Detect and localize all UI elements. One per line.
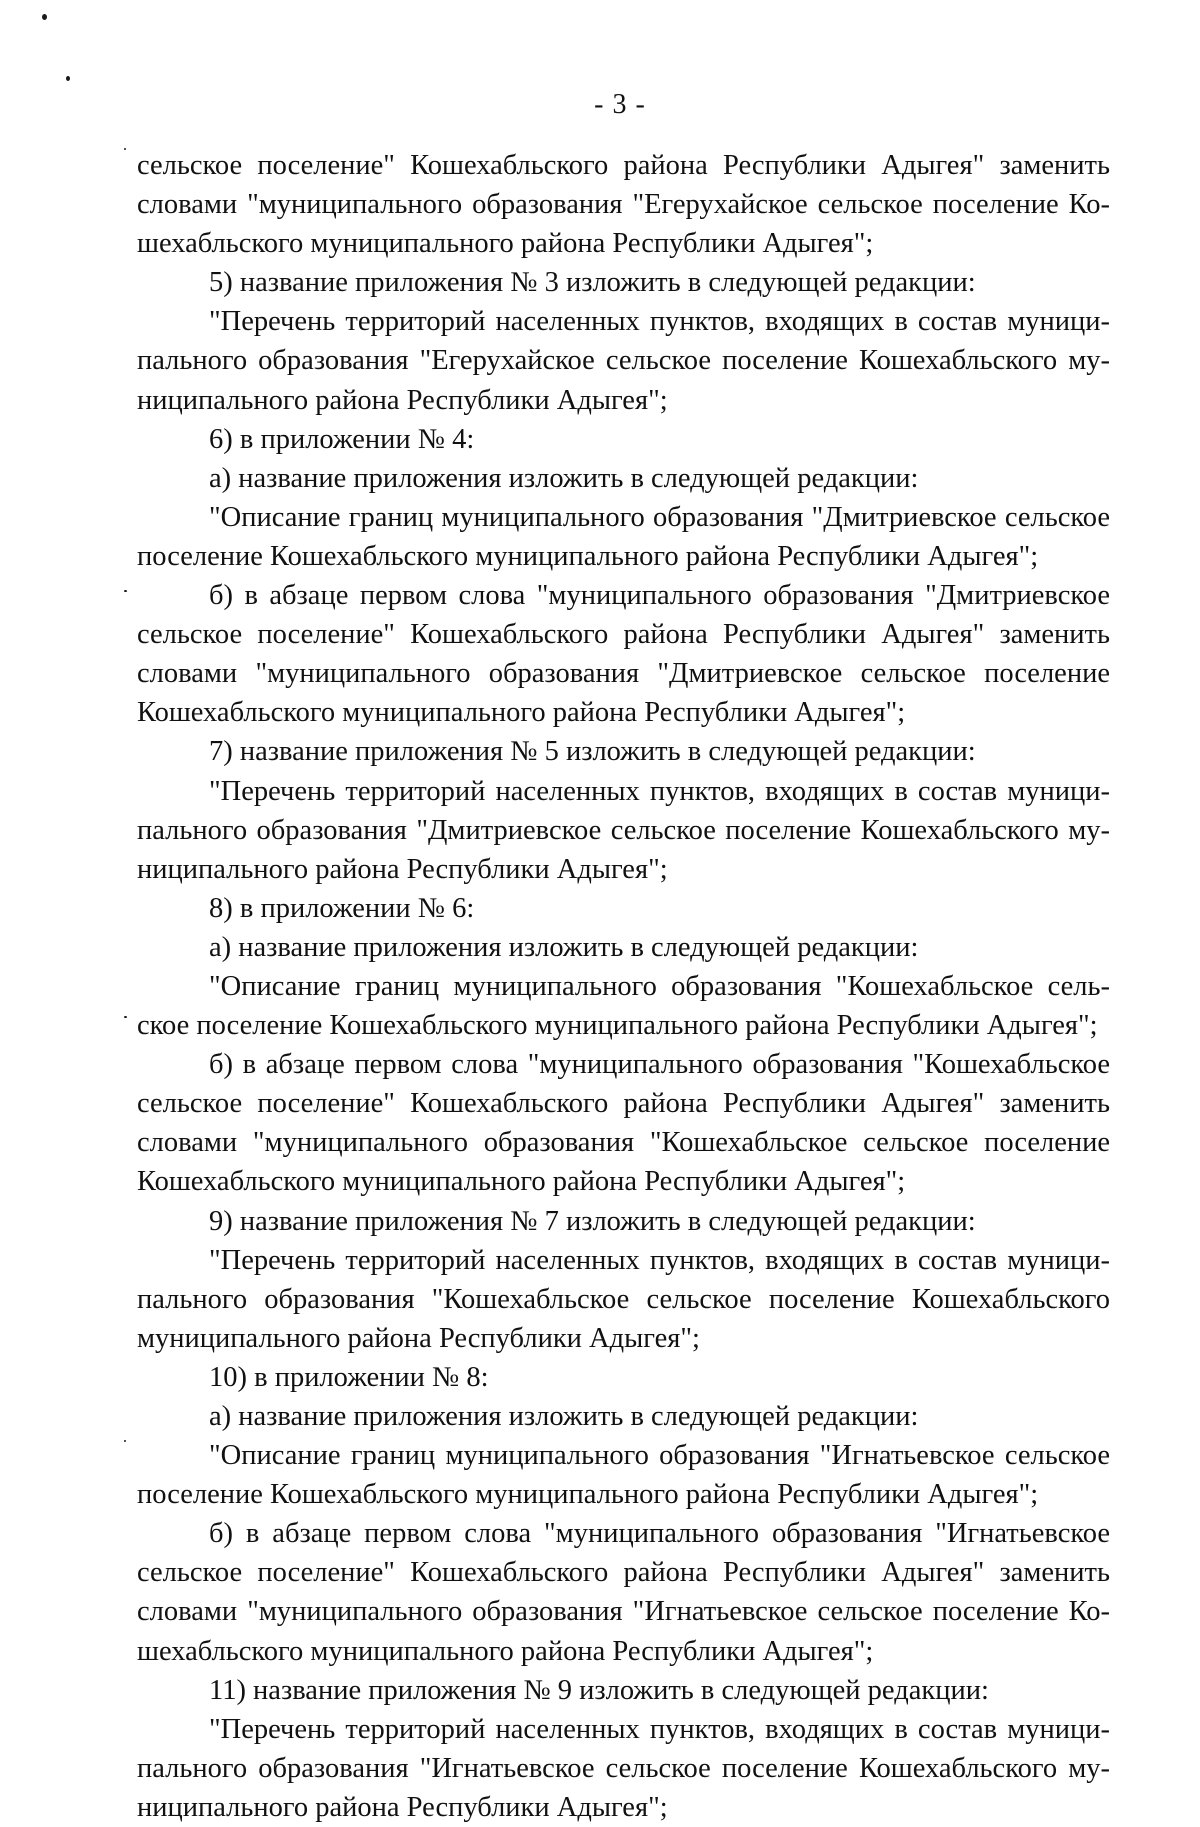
text-line: ниципального района Республики Адыгея"; [137,853,668,885]
text-line: б) в абзаце первом слова "муниципального образования "Игнатьевское [209,1518,1110,1550]
text-line: сельское поселение" Кошехабльского района Республики Адыгея" заменить [137,1088,1110,1120]
text-line: 10) в приложении № 8: [209,1361,489,1393]
scan-speck [66,76,70,81]
text-line: словами "муниципального образования "Дмитриевское сельское поселение [137,658,1110,690]
text-line: ниципального района Республики Адыгея"; [137,1791,668,1823]
text-line: а) название приложения изложить в следующей редакции: [209,1401,919,1432]
document-body [137,146,1110,1827]
text-line: словами "муниципального образования "Игнатьевское сельское поселение Ко- [137,1596,1110,1628]
text-line: 9) название приложения № 7 изложить в следующей редакции: [209,1205,976,1237]
text-line: б) в абзаце первом слова "муниципального образования "Дмитриевское [209,580,1110,612]
text-line: словами "муниципального образования "Егерухайское сельское поселение Ко- [137,189,1110,221]
text-line: сельское поселение" Кошехабльского района Республики Адыгея" заменить [137,150,1110,181]
scan-speck [124,1016,127,1018]
text-line: "Перечень территорий населенных пунктов, входящих в состав муници- [209,1713,1110,1745]
text-line: 11) название приложения № 9 изложить в следующей редакции: [209,1674,989,1706]
scan-speck [124,590,127,592]
text-line: а) название приложения изложить в следующей редакции: [209,462,919,494]
text-line: словами "муниципального образования "Кошехабльское сельское поселение [137,1127,1110,1159]
text-line: пального образования "Егерухайское сельское поселение Кошехабльского му- [137,345,1110,377]
text-line: пального образования "Игнатьевское сельское поселение Кошехабльского му- [137,1752,1110,1784]
text-line: ниципального района Республики Адыгея"; [137,384,668,416]
scan-speck [42,14,47,20]
text-line: ское поселение Кошехабльского муниципального района Республики Адыгея"; [137,1010,1098,1042]
text-line: 7) название приложения № 5 изложить в следующей редакции: [209,736,976,768]
text-line: шехабльского муниципального района Республики Адыгея"; [137,228,874,260]
text-line: 6) в приложении № 4: [209,423,475,455]
text-line: 5) название приложения № 3 изложить в следующей редакции: [209,267,976,299]
text-line: "Описание границ муниципального образования "Дмитриевское сельское [209,501,1110,533]
page-number: - 3 - [594,89,646,120]
text-line: Кошехабльского муниципального района Республики Адыгея"; [137,697,906,729]
text-line: сельское поселение" Кошехабльского района Республики Адыгея" заменить [137,619,1110,651]
text-line: б) в абзаце первом слова "муниципального образования "Кошехабльское [209,1049,1110,1081]
text-line: поселение Кошехабльского муниципального района Республики Адыгея"; [137,540,1039,572]
text-line: сельское поселение" Кошехабльского района Республики Адыгея" заменить [137,1557,1110,1589]
text-line: "Перечень территорий населенных пунктов, входящих в состав муници- [209,775,1110,807]
text-line: 8) в приложении № 6: [209,892,475,924]
text-line: "Описание границ муниципального образования "Кошехабльское сель- [209,970,1110,1002]
text-line: а) название приложения изложить в следующей редакции: [209,931,919,963]
text-line: муниципального района Республики Адыгея"; [137,1322,700,1354]
text-line: "Перечень территорий населенных пунктов, входящих в состав муници- [209,306,1110,338]
text-line: "Описание границ муниципального образования "Игнатьевское сельское [209,1440,1110,1472]
text-line: пального образования "Кошехабльское сельское поселение Кошехабльского [137,1283,1110,1315]
text-line: пального образования "Дмитриевское сельское поселение Кошехабльского му- [137,814,1110,846]
text-line: "Перечень территорий населенных пунктов, входящих в состав муници- [209,1244,1110,1276]
text-line: Кошехабльского муниципального района Республики Адыгея"; [137,1166,906,1198]
scan-speck [124,1440,126,1442]
scan-speck [124,148,126,150]
text-line: поселение Кошехабльского муниципального района Республики Адыгея"; [137,1479,1039,1511]
text-line: шехабльского муниципального района Республики Адыгея"; [137,1635,874,1667]
